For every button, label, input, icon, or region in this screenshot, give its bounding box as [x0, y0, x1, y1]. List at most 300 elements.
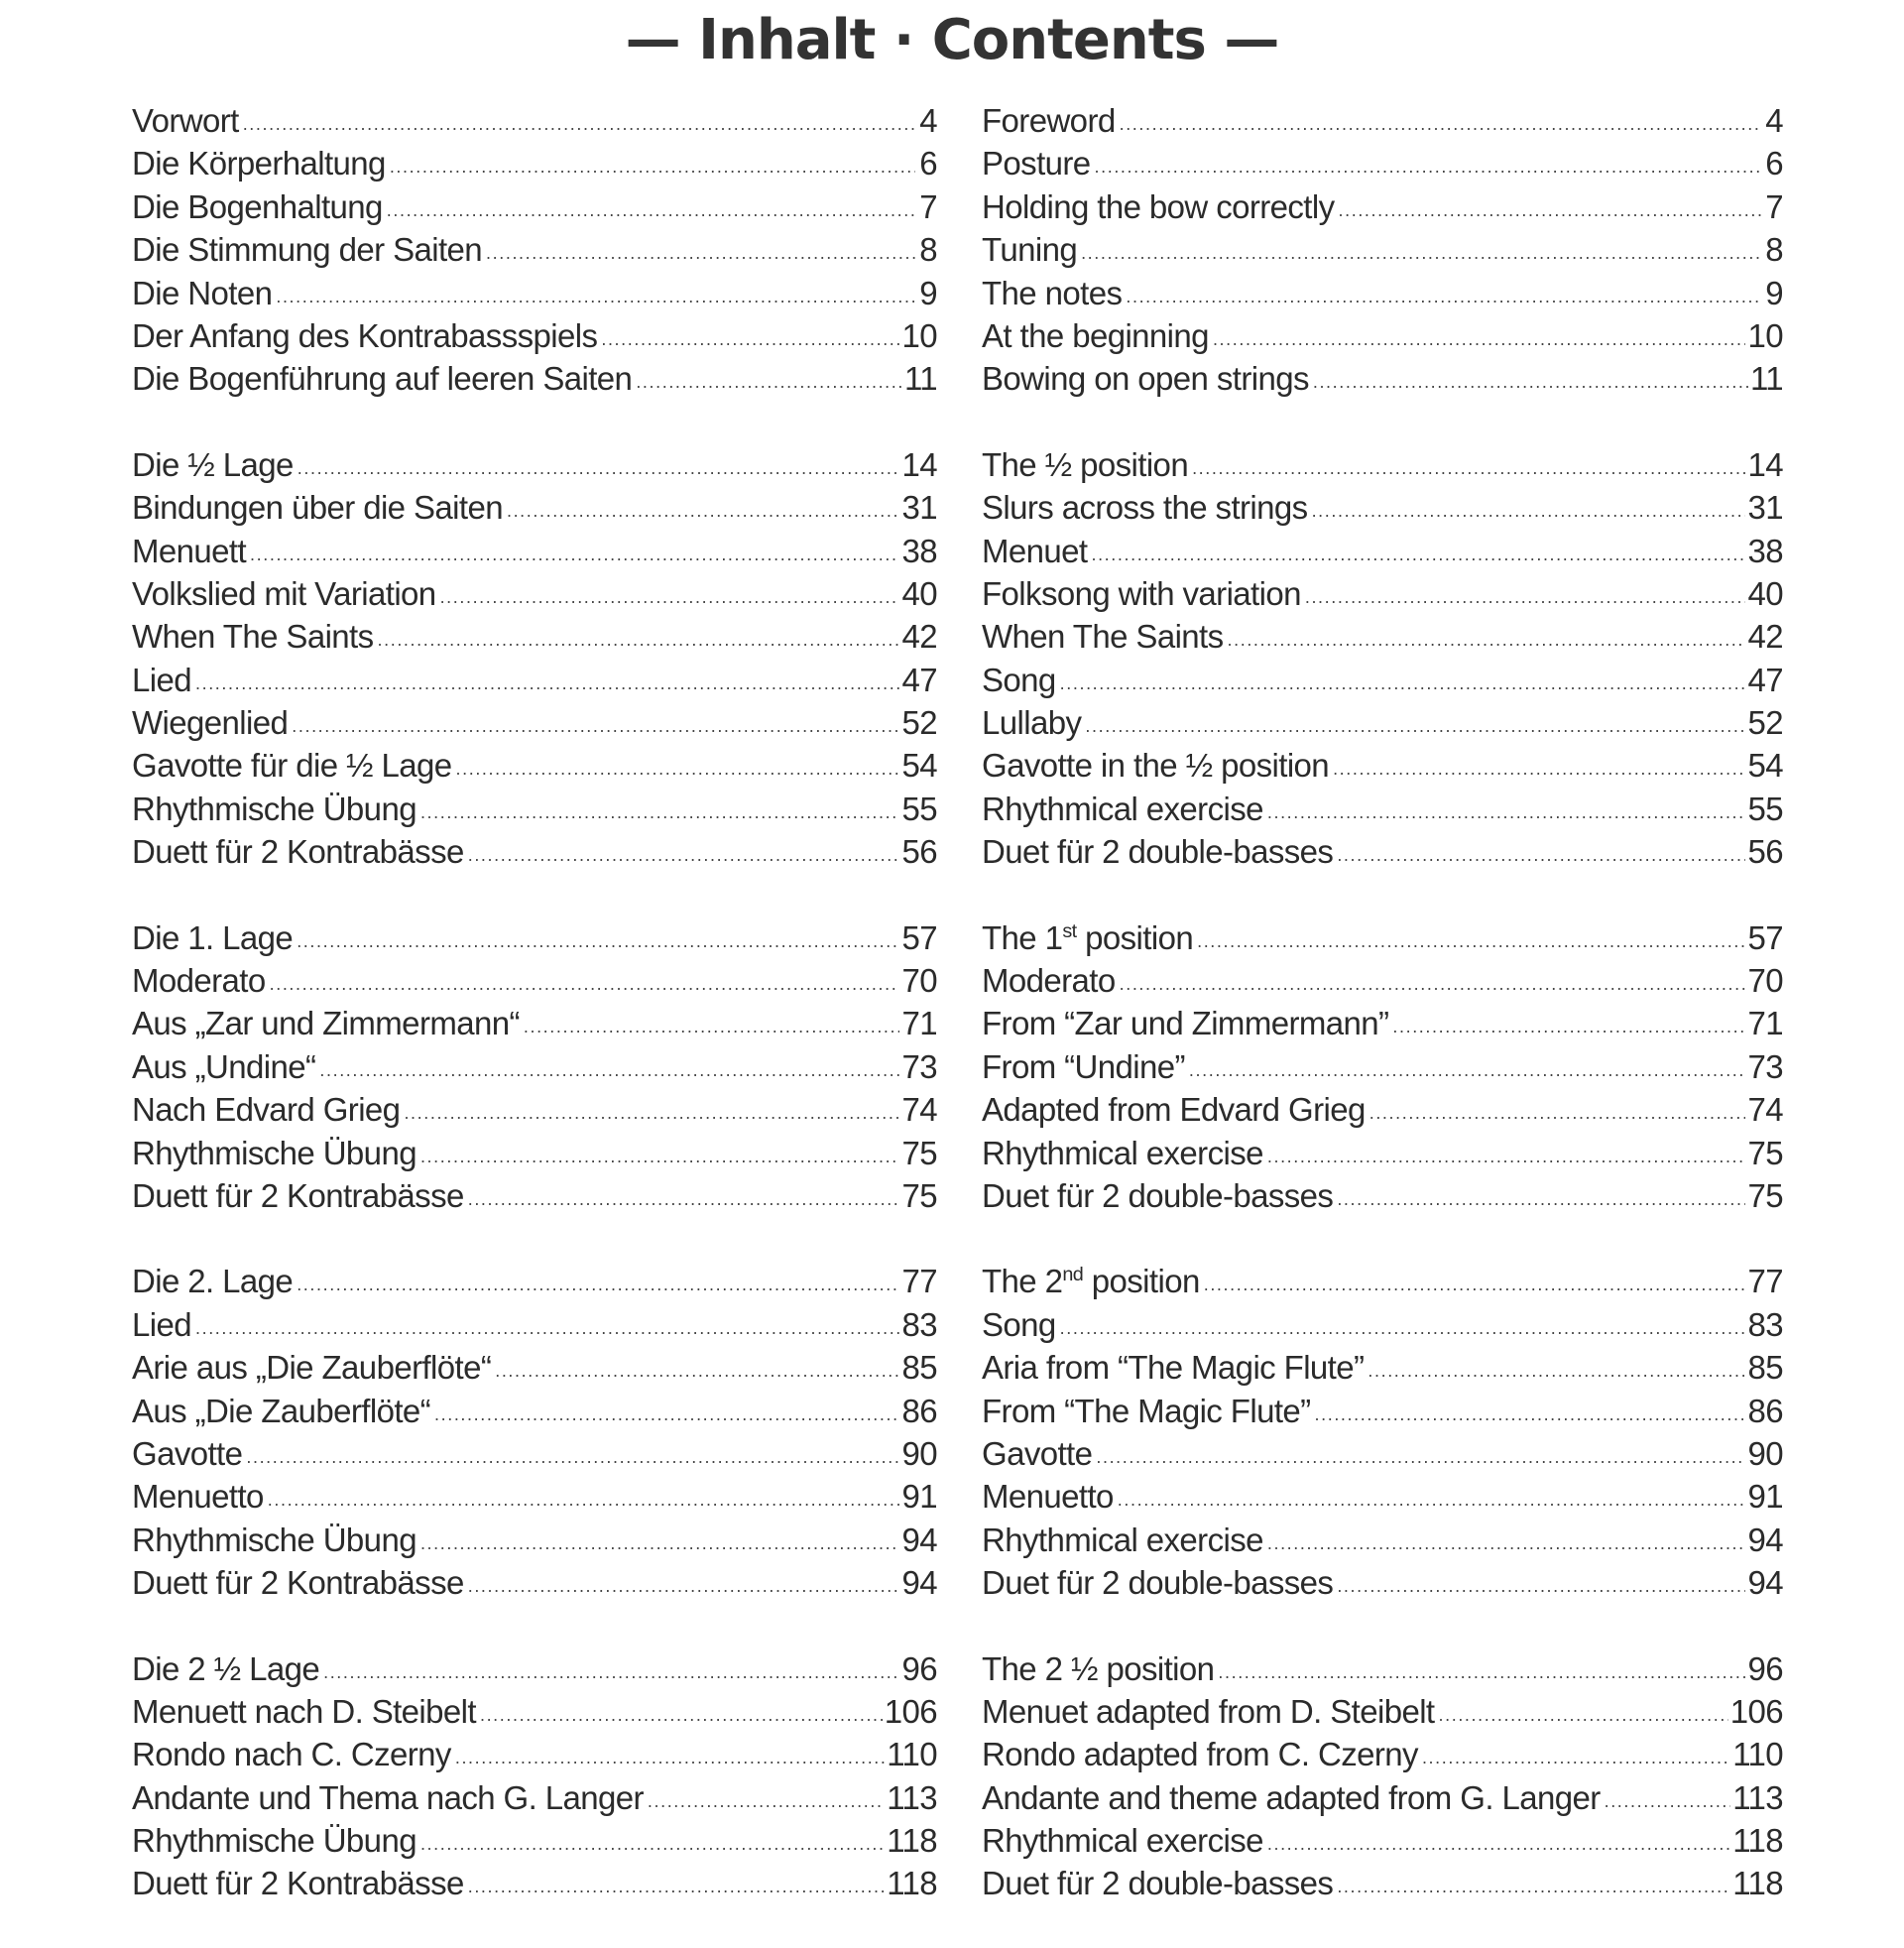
- toc-entry-page-number: 118: [887, 1865, 937, 1902]
- toc-entry-title: [132, 443, 294, 486]
- toc-entry-title: [132, 572, 436, 615]
- dot-leader: [297, 1258, 899, 1306]
- toc-entry[interactable]: [982, 1475, 1783, 1518]
- toc-entry-page-number: 8: [1765, 231, 1783, 269]
- toc-entry-title-text: Bindungen über die Saiten: [132, 489, 503, 527]
- toc-entry[interactable]: [132, 1346, 937, 1389]
- toc-entry-title-text: Bowing on open strings: [982, 360, 1309, 398]
- toc-entry[interactable]: [132, 1174, 937, 1217]
- toc-entry-title-text: Rhythmische Übung: [132, 1521, 416, 1558]
- dot-leader: [1096, 1430, 1745, 1479]
- toc-entry-page-number: 71: [1747, 1005, 1783, 1042]
- toc-entry-title-text: The 2 ½ position: [982, 1649, 1215, 1687]
- toc-entry-page-number: 31: [1747, 489, 1783, 527]
- toc-entry-title-text: Rhythmische Übung: [132, 1134, 416, 1171]
- dot-leader: [1192, 441, 1745, 490]
- toc-entry-title-text: Duett für 2 Kontrabässe: [132, 1176, 464, 1214]
- toc-entry[interactable]: [982, 916, 1783, 959]
- toc-entry-page-number: 10: [901, 316, 937, 354]
- toc-entry-title-text: Gavotte: [132, 1434, 243, 1472]
- toc-entry[interactable]: [132, 443, 937, 486]
- toc-entry-title: [982, 1432, 1092, 1475]
- toc-entry-page-number: 31: [901, 489, 937, 527]
- dot-leader: [1120, 97, 1761, 146]
- toc-entry[interactable]: [982, 142, 1783, 184]
- toc-entry[interactable]: [982, 530, 1783, 572]
- toc-entry[interactable]: [132, 830, 937, 873]
- toc-entry[interactable]: [132, 1390, 937, 1432]
- toc-entry-page-number: 9: [1765, 274, 1783, 311]
- toc-entry-title-suffix: position: [1083, 1263, 1200, 1300]
- dot-leader: [1369, 1086, 1746, 1135]
- toc-entry[interactable]: [982, 959, 1783, 1002]
- toc-column-english: [982, 99, 1783, 1948]
- toc-entry-page-number: 94: [1747, 1521, 1783, 1558]
- toc-entry-title-text: Moderato: [132, 962, 266, 1000]
- dot-leader: [270, 957, 900, 1006]
- toc-entry[interactable]: [982, 443, 1783, 486]
- toc-entry[interactable]: [132, 228, 937, 271]
- toc-entry[interactable]: [132, 1432, 937, 1475]
- toc-entry[interactable]: [132, 99, 937, 142]
- dot-leader: [1189, 1043, 1746, 1092]
- toc-entry-title-text: When The Saints: [982, 618, 1224, 656]
- toc-entry-title-text: Andante und Thema nach G. Langer: [132, 1778, 644, 1816]
- toc-entry-title: [132, 959, 266, 1002]
- dot-leader: [195, 1301, 899, 1350]
- toc-entry-title: [132, 1432, 242, 1475]
- toc-entry-page-number: 57: [901, 918, 937, 956]
- toc-entry-title-text: Lullaby: [982, 704, 1082, 742]
- toc-entry[interactable]: [982, 357, 1783, 400]
- toc-entry-title-text: Die 2 ½ Lage: [132, 1649, 320, 1687]
- toc-entry[interactable]: [982, 1390, 1783, 1432]
- toc-entry-title-text: Duet für 2 double-basses: [982, 833, 1334, 871]
- dot-leader: [1605, 1774, 1731, 1823]
- toc-entry-title-text: The ½ position: [982, 445, 1189, 483]
- toc-entry-page-number: 56: [1747, 833, 1783, 871]
- toc-entry-title: [982, 1260, 1200, 1302]
- toc-entry-title: [132, 830, 464, 873]
- toc-entry-title-text: Die Bogenführung auf leeren Saiten: [132, 360, 633, 398]
- toc-entry-title-text: From “Undine”: [982, 1047, 1185, 1085]
- toc-entry-title-text: Wiegenlied: [132, 704, 289, 742]
- toc-entry-title-text: Duett für 2 Kontrabässe: [132, 1564, 464, 1602]
- toc-entry[interactable]: [982, 1432, 1783, 1475]
- toc-section: [132, 99, 937, 401]
- toc-entry-page-number: 83: [1747, 1305, 1783, 1343]
- toc-entry[interactable]: [132, 959, 937, 1002]
- toc-entry-title: [132, 1690, 476, 1733]
- toc-entry-title: [982, 530, 1087, 572]
- toc-entry-page-number: 110: [887, 1736, 937, 1773]
- dot-leader: [1339, 183, 1761, 232]
- toc-entry-page-number: 10: [1747, 316, 1783, 354]
- toc-entry-title: [132, 1260, 293, 1302]
- toc-entry-title: [132, 99, 239, 142]
- dot-leader: [1118, 1473, 1746, 1522]
- toc-entry[interactable]: [132, 1045, 937, 1088]
- toc-entry-page-number: 47: [1747, 661, 1783, 698]
- toc-entry-title: [982, 744, 1329, 787]
- toc-entry-title-text: Rondo adapted from C. Czerny: [982, 1736, 1418, 1773]
- dot-leader: [246, 1430, 899, 1479]
- toc-entry[interactable]: [982, 228, 1783, 271]
- toc-entry-title-text: Vorwort: [132, 102, 239, 139]
- toc-entry-title-text: Menuet: [982, 532, 1088, 569]
- toc-entry-page-number: 14: [1747, 445, 1783, 483]
- toc-entry[interactable]: [132, 1519, 937, 1561]
- dot-leader: [1218, 1645, 1745, 1694]
- toc-entry[interactable]: [982, 1647, 1783, 1690]
- toc-entry[interactable]: [982, 1519, 1783, 1561]
- toc-entry-title-text: Rhythmical exercise: [982, 1134, 1263, 1171]
- toc-entry[interactable]: [132, 1776, 937, 1819]
- toc-section: [132, 1260, 937, 1604]
- toc-entry[interactable]: [132, 1088, 937, 1131]
- toc-entry-title: [132, 530, 246, 572]
- dot-leader: [1197, 914, 1745, 963]
- toc-entry-title-text: Rhythmical exercise: [982, 790, 1263, 827]
- dot-leader: [1439, 1688, 1728, 1737]
- toc-entry-title: [982, 1776, 1601, 1819]
- toc-entry-title: [982, 1561, 1333, 1604]
- toc-entry-page-number: 70: [1747, 962, 1783, 1000]
- dot-leader: [420, 786, 900, 834]
- toc-entry[interactable]: [132, 615, 937, 658]
- toc-entry[interactable]: [982, 272, 1783, 314]
- toc-entry-title: [982, 142, 1091, 184]
- dot-leader: [319, 1043, 899, 1092]
- toc-entry-title: [132, 272, 272, 314]
- toc-entry[interactable]: [982, 1733, 1783, 1775]
- dot-leader: [1312, 484, 1746, 533]
- toc-entry-title-text: Rhythmische Übung: [132, 1822, 416, 1860]
- toc-entry-title-text: Slurs across the strings: [982, 489, 1308, 527]
- toc-section: [132, 1647, 937, 1905]
- toc-entry[interactable]: [132, 1132, 937, 1174]
- toc-entry[interactable]: [982, 1088, 1783, 1131]
- toc-entry[interactable]: [132, 659, 937, 701]
- toc-entry-title-text: Andante and theme adapted from G. Langer: [982, 1778, 1601, 1816]
- toc-entry-title: [982, 830, 1333, 873]
- toc-entry-page-number: 55: [901, 790, 937, 827]
- toc-entry[interactable]: [982, 486, 1783, 529]
- toc-entry-title-text: Die 1. Lage: [132, 918, 294, 956]
- toc-entry-title: [982, 272, 1122, 314]
- toc-entry-page-number: 77: [901, 1263, 937, 1300]
- toc-entry-title-text: The 2: [982, 1263, 1063, 1300]
- dot-leader: [468, 828, 900, 877]
- toc-entry-title-text: Nach Edvard Grieg: [132, 1091, 401, 1129]
- dot-leader: [1228, 613, 1746, 662]
- toc-entry-title: [982, 314, 1209, 357]
- toc-entry-page-number: 86: [1747, 1392, 1783, 1429]
- toc-entry-title-text: Menuett: [132, 532, 247, 569]
- toc-entry-title-text: Der Anfang des Kontrabassspiels: [132, 316, 598, 354]
- toc-entry[interactable]: [132, 185, 937, 228]
- toc-entry-title-text: Gavotte für die ½ Lage: [132, 747, 452, 785]
- dot-leader: [1337, 1860, 1730, 1908]
- toc-entry-title: [132, 1346, 491, 1389]
- dot-leader: [268, 1473, 900, 1522]
- toc-entry[interactable]: [982, 1132, 1783, 1174]
- toc-entry-title: [132, 185, 383, 228]
- toc-entry[interactable]: [982, 572, 1783, 615]
- page-title: — Inhalt · Contents —: [625, 8, 1279, 72]
- toc-entry[interactable]: [982, 788, 1783, 830]
- toc-entry-page-number: 55: [1747, 790, 1783, 827]
- toc-entry-title-text: Menuet adapted from D. Steibelt: [982, 1692, 1435, 1730]
- toc-entry-page-number: 85: [1747, 1349, 1783, 1387]
- toc-entry-title-text: Die Noten: [132, 274, 273, 311]
- dot-leader: [455, 1731, 885, 1779]
- toc-entry-page-number: 96: [1747, 1649, 1783, 1687]
- toc-entry-title-text: Rhythmical exercise: [982, 1521, 1263, 1558]
- toc-entry-page-number: 14: [901, 445, 937, 483]
- toc-entry-title-suffix: position: [1076, 918, 1194, 956]
- ordinal-suffix: nd: [1062, 1264, 1084, 1286]
- toc-entry-title: [982, 185, 1335, 228]
- dot-leader: [298, 441, 900, 490]
- dot-leader: [1313, 355, 1748, 404]
- toc-entry[interactable]: [132, 486, 937, 529]
- toc-entry-page-number: 94: [901, 1564, 937, 1602]
- toc-entry[interactable]: [982, 1045, 1783, 1088]
- toc-entry[interactable]: [132, 788, 937, 830]
- toc-entry-title-text: Posture: [982, 145, 1091, 183]
- toc-entry-title: [982, 959, 1116, 1002]
- toc-entry-page-number: 77: [1747, 1263, 1783, 1300]
- dot-leader: [1337, 828, 1745, 877]
- toc-entry[interactable]: [132, 530, 937, 572]
- toc-entry-page-number: 118: [1732, 1822, 1783, 1860]
- toc-entry-title-text: Rhythmical exercise: [982, 1822, 1263, 1860]
- toc-entry[interactable]: [132, 272, 937, 314]
- toc-entry-title-text: Duett für 2 Kontrabässe: [132, 833, 464, 871]
- toc-column-german: [132, 99, 937, 1948]
- toc-entry[interactable]: [982, 830, 1783, 873]
- toc-entry-page-number: 54: [901, 747, 937, 785]
- dot-leader: [495, 1344, 899, 1393]
- toc-entry-title: [132, 486, 503, 529]
- dot-leader: [323, 1645, 899, 1694]
- dot-leader: [636, 355, 902, 404]
- toc-entry-title-text: The 1: [982, 918, 1063, 956]
- dot-leader: [390, 140, 915, 188]
- toc-entry[interactable]: [982, 615, 1783, 658]
- toc-section: [982, 1260, 1783, 1604]
- toc-entry[interactable]: [132, 1561, 937, 1604]
- toc-entry[interactable]: [132, 1002, 937, 1044]
- toc-entry-page-number: 74: [1747, 1091, 1783, 1129]
- toc-entry[interactable]: [982, 185, 1783, 228]
- toc-section: [982, 1647, 1783, 1905]
- toc-entry-title: [982, 1519, 1263, 1561]
- dot-leader: [648, 1774, 885, 1823]
- toc-entry-title-text: Die 2. Lage: [132, 1263, 294, 1300]
- dot-leader: [276, 270, 915, 318]
- toc-entry-title-text: Die Bogenhaltung: [132, 187, 383, 225]
- toc-entry-title-text: Duett für 2 Kontrabässe: [132, 1865, 464, 1902]
- dot-leader: [1085, 699, 1745, 748]
- dot-leader: [601, 312, 899, 361]
- toc-entry[interactable]: [132, 744, 937, 787]
- toc-entry-title-text: The notes: [982, 274, 1123, 311]
- toc-entry-title: [982, 443, 1188, 486]
- dot-leader: [524, 1000, 900, 1048]
- toc-entry-title-text: Menuetto: [982, 1478, 1114, 1516]
- toc-entry-page-number: 75: [1747, 1176, 1783, 1214]
- toc-entry-page-number: 8: [919, 231, 937, 269]
- toc-entry-title: [132, 1303, 191, 1346]
- toc-entry-title-text: Adapted from Edvard Grieg: [982, 1091, 1366, 1129]
- toc-entry[interactable]: [132, 1647, 937, 1690]
- toc-entry[interactable]: [982, 1002, 1783, 1044]
- toc-entry[interactable]: [982, 659, 1783, 701]
- toc-entry-page-number: 52: [901, 704, 937, 742]
- toc-entry-title-text: Aus „Die Zauberflöte“: [132, 1392, 431, 1429]
- dot-leader: [420, 1517, 900, 1565]
- toc-entry[interactable]: [132, 701, 937, 744]
- toc-entry-title-text: Folksong with variation: [982, 574, 1301, 612]
- toc-entry-title: [132, 1862, 464, 1904]
- toc-entry-page-number: 118: [1732, 1865, 1783, 1902]
- dot-leader: [468, 1172, 900, 1221]
- toc-entry-title-text: Holding the bow correctly: [982, 187, 1335, 225]
- dot-leader: [378, 613, 900, 662]
- toc-entry-page-number: 6: [919, 145, 937, 183]
- toc-entry-title-text: Foreword: [982, 102, 1116, 139]
- dot-leader: [1060, 1301, 1746, 1350]
- toc-entry-title: [132, 1132, 416, 1174]
- toc-entry[interactable]: [132, 1303, 937, 1346]
- toc-entry-title: [132, 1174, 464, 1217]
- toc-entry-title: [132, 1776, 644, 1819]
- dot-leader: [1267, 1130, 1746, 1178]
- toc-entry-title: [132, 314, 597, 357]
- toc-entry-title-text: Song: [982, 1305, 1056, 1343]
- toc-entry[interactable]: [982, 1561, 1783, 1604]
- toc-entry-title: [132, 1647, 319, 1690]
- toc-entry[interactable]: [132, 314, 937, 357]
- toc-entry[interactable]: [132, 1733, 937, 1775]
- dot-leader: [1422, 1731, 1730, 1779]
- toc-entry[interactable]: [982, 1303, 1783, 1346]
- toc-entry-title-text: Duet für 2 double-basses: [982, 1176, 1334, 1214]
- toc-entry-title-text: Arie aus „Die Zauberflöte“: [132, 1349, 492, 1387]
- toc-entry-title: [132, 142, 386, 184]
- toc-entry-title: [132, 1045, 315, 1088]
- toc-entry-page-number: 42: [901, 618, 937, 656]
- toc-entry-title: [982, 357, 1309, 400]
- dot-leader: [292, 699, 899, 748]
- toc-entry[interactable]: [982, 701, 1783, 744]
- ordinal-suffix: st: [1062, 919, 1077, 942]
- toc-entry-title: [982, 615, 1224, 658]
- toc-entry[interactable]: [982, 744, 1783, 787]
- toc-entry-title-text: From “Zar und Zimmermann”: [982, 1005, 1389, 1042]
- toc-entry-title: [132, 744, 452, 787]
- toc-entry[interactable]: [982, 1260, 1783, 1302]
- toc-entry-title-text: Menuett nach D. Steibelt: [132, 1692, 476, 1730]
- toc-entry-title: [982, 1390, 1311, 1432]
- toc-entry-page-number: 47: [901, 661, 937, 698]
- toc-entry-title: [132, 1519, 416, 1561]
- toc-entry[interactable]: [132, 142, 937, 184]
- toc-entry-page-number: 110: [1732, 1736, 1783, 1773]
- toc-entry[interactable]: [982, 1174, 1783, 1217]
- toc-entry[interactable]: [982, 1346, 1783, 1389]
- toc-entry-title: [982, 1303, 1056, 1346]
- dot-leader: [420, 1130, 900, 1178]
- toc-entry-title-text: Gavotte in the ½ position: [982, 747, 1330, 785]
- dot-leader: [1081, 226, 1761, 275]
- dot-leader: [1333, 742, 1745, 791]
- toc-entry-title: [132, 1561, 464, 1604]
- toc-entry[interactable]: [132, 357, 937, 400]
- toc-entry-title-text: Volkslied mit Variation: [132, 574, 436, 612]
- toc-entry-title: [132, 1002, 520, 1044]
- toc-entry[interactable]: [982, 1819, 1783, 1862]
- toc-entry[interactable]: [132, 572, 937, 615]
- toc-entry[interactable]: [132, 1690, 937, 1733]
- dot-leader: [480, 1688, 883, 1737]
- toc-entry[interactable]: [982, 314, 1783, 357]
- toc-section: [132, 916, 937, 1218]
- dot-leader: [468, 1860, 885, 1908]
- toc-section: [132, 443, 937, 874]
- toc-entry-title: [982, 228, 1077, 271]
- toc-entry-page-number: 73: [1747, 1047, 1783, 1085]
- toc-entry[interactable]: [132, 1475, 937, 1518]
- toc-entry-title: [982, 1647, 1214, 1690]
- toc-entry-page-number: 70: [901, 962, 937, 1000]
- toc-entry-title: [132, 1390, 430, 1432]
- toc-entry-page-number: 75: [1747, 1134, 1783, 1171]
- toc-columns: [132, 99, 1783, 1948]
- toc-entry-page-number: 9: [919, 274, 937, 311]
- toc-entry-page-number: 90: [1747, 1434, 1783, 1472]
- toc-entry-title-text: Aus „Undine“: [132, 1047, 316, 1085]
- toc-entry[interactable]: [982, 1690, 1783, 1733]
- toc-entry[interactable]: [132, 1862, 937, 1904]
- dot-leader: [486, 226, 915, 275]
- toc-entry[interactable]: [132, 916, 937, 959]
- dot-leader: [440, 570, 900, 619]
- toc-entry[interactable]: [132, 1819, 937, 1862]
- toc-entry-page-number: 38: [1747, 532, 1783, 569]
- toc-entry-page-number: 7: [1765, 187, 1783, 225]
- toc-entry-page-number: 71: [901, 1005, 937, 1042]
- toc-entry-title-text: Rhythmische Übung: [132, 790, 416, 827]
- toc-entry-title: [132, 1475, 264, 1518]
- toc-entry[interactable]: [982, 1862, 1783, 1904]
- toc-entry[interactable]: [982, 99, 1783, 142]
- toc-entry-title: [982, 1475, 1114, 1518]
- dot-leader: [1091, 528, 1745, 576]
- toc-entry-page-number: 40: [1747, 574, 1783, 612]
- toc-entry[interactable]: [132, 1260, 937, 1302]
- toc-entry-page-number: 90: [901, 1434, 937, 1472]
- toc-entry-title: [982, 1088, 1366, 1131]
- toc-entry[interactable]: [982, 1776, 1783, 1819]
- dot-leader: [387, 183, 915, 232]
- toc-entry-title: [982, 1819, 1263, 1862]
- dot-leader: [1204, 1258, 1746, 1306]
- toc-entry-title: [982, 1346, 1364, 1389]
- toc-entry-page-number: 54: [1747, 747, 1783, 785]
